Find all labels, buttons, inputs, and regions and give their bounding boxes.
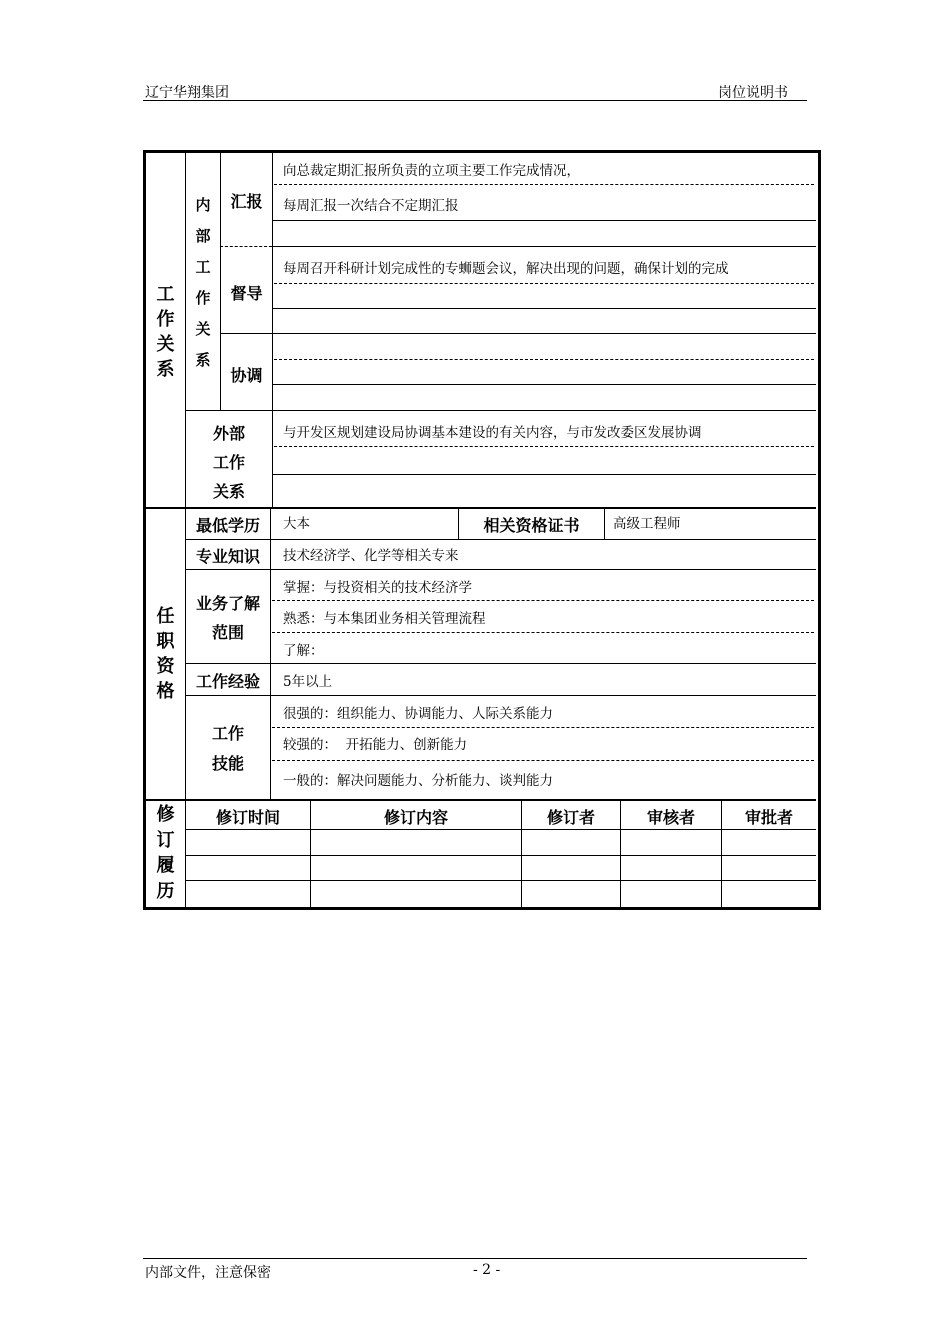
revision-row-line: [186, 829, 816, 830]
report-line-2: 每周汇报一次结合不定期汇报: [283, 198, 459, 214]
supervise-label: 督导: [230, 284, 263, 303]
experience-value: 5年以上: [283, 674, 333, 690]
report-supervise-dashed-divider: [220, 246, 272, 247]
skills-line-strong: 很强的：组织能力、协调能力、人际关系能力: [283, 706, 553, 722]
section-title-revision-history: 修 订 履 历: [156, 804, 175, 902]
external-work-relations-label: 外部 工作 关系: [212, 424, 245, 501]
revision-col-reviewer: 审核者: [646, 808, 695, 827]
section-title-qualifications: 任 职 资 格: [156, 606, 175, 702]
report-supervise-divider: [272, 246, 816, 247]
education-label: 最低学历: [195, 516, 260, 535]
certificate-label: 相关资格证书: [483, 516, 580, 535]
coordinate-row-line: [274, 359, 814, 360]
external-line-1: 与开发区规划建设局协调基本建设的有关内容，与市发改委区发展协调: [283, 425, 702, 441]
report-row-line: [272, 220, 816, 221]
qualification-row-line: [186, 569, 816, 570]
footer-confidential: 内部文件，注意保密: [145, 1265, 271, 1281]
revision-col-time: 修订时间: [215, 808, 280, 827]
education-value: 大本: [283, 516, 310, 532]
knowledge-value: 技术经济学、化学等相关专来: [283, 548, 459, 564]
scope-row-line: [272, 600, 814, 601]
section-separator-work-qualification: [146, 507, 816, 509]
report-label: 汇报: [230, 192, 263, 211]
section-title-work-relations: 工 作 关 系: [156, 284, 175, 380]
skills-row-line: [272, 760, 814, 761]
report-row-line: [274, 184, 814, 185]
revision-row-line: [186, 855, 816, 856]
supervise-row-line: [274, 283, 814, 284]
label-content-divider-work: [272, 152, 273, 508]
revision-col-approver: 审批者: [744, 808, 793, 827]
label-content-divider-qualification: [270, 509, 271, 799]
scope-line-understand: 了解：: [283, 643, 324, 659]
revision-col-content: 修订内容: [383, 808, 448, 827]
qualification-row-line: [186, 695, 816, 696]
header-rule: [143, 100, 807, 101]
scope-label: 业务了解 范围: [195, 594, 260, 642]
external-row-line: [272, 474, 816, 475]
external-row-line: [274, 446, 814, 447]
footer-rule: [143, 1258, 807, 1259]
footer-page-number: - 2 -: [473, 1262, 501, 1278]
revision-col-reviser: 修订者: [546, 808, 595, 827]
report-line-1: 向总裁定期汇报所负责的立项主要工作完成情况，: [283, 163, 580, 179]
supervise-row-line: [272, 308, 816, 309]
header-doc-title: 岗位说明书: [718, 85, 788, 101]
scope-line-familiar: 熟悉：与本集团业务相关管理流程: [283, 611, 486, 627]
qualification-row-line: [186, 539, 816, 540]
scope-line-master: 掌握：与投资相关的技术经济学: [283, 580, 472, 596]
supervise-coordinate-divider: [220, 333, 816, 334]
skills-line-average: 一般的：解决问题能力、分析能力、谈判能力: [283, 773, 553, 789]
revision-row-line: [186, 880, 816, 881]
certificate-value: 高级工程师: [613, 516, 681, 532]
certificate-value-divider: [604, 509, 605, 539]
qualification-row-line: [186, 663, 816, 664]
header-company: 辽宁华翔集团: [145, 85, 229, 101]
skills-row-line: [272, 727, 814, 728]
internal-external-divider: [186, 410, 816, 411]
knowledge-label: 专业知识: [195, 547, 260, 566]
coordinate-row-line: [272, 384, 816, 385]
supervise-line-1: 每周召开科研计划完成性的专蛳题会议，解决出现的问题，确保计划的完成: [283, 261, 729, 277]
section-separator-qualification-revision: [146, 799, 816, 801]
scope-row-line: [272, 632, 814, 633]
skills-line-good: 较强的： 开拓能力、创新能力: [283, 737, 468, 753]
internal-work-relations-title: 内 部 工 作 关 系: [195, 196, 211, 369]
experience-label: 工作经验: [195, 672, 260, 691]
skills-label: 工作 技能: [211, 724, 244, 773]
coordinate-label: 协调: [230, 366, 263, 385]
